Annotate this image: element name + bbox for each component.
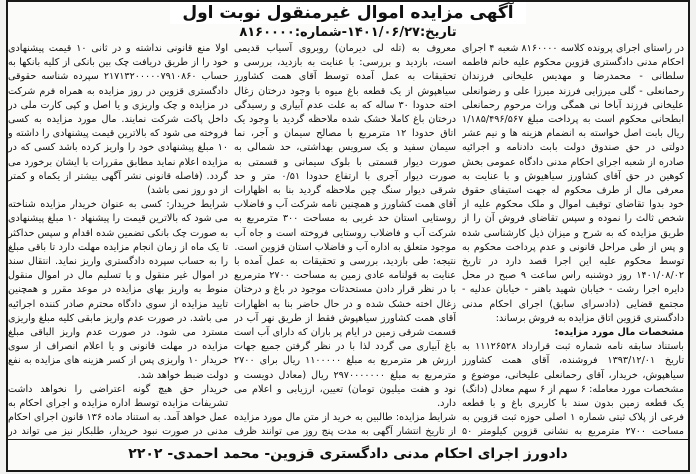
paragraph-closing: خریدار حق هیچ گونه اعتراضی را نخواهد داشت تشریفات مزایده توسط اداره مزایده و اجرای احکام به عمل خواهد آمد. به استناد ماده ۱۳۶ قانون اجرای احکام مدنی در صورت نبود خریدار، طلبکار نیز می تواند در bbox=[8, 383, 228, 438]
ad-sheet bbox=[6, 0, 690, 472]
paragraph-result: نتیجه: طی بازدید، بررسی و تحقیقات به عمل آمده با عنایت به قولنامه عادی زمین به مساحت ۲۷۰۰ مترمربع با در نظر قرار دادن مستحدثات موجود در باغ و درختان زغال اخته خشک شده و در حال حاضر بنا به اظهارات آقای همت کشاورز سیاهپوش فقط از طریق نهر آب در قسمت شرقی زمین در ایام پر باران که دارای آب است باغ آبیاری می گردد لذا با در نظر گرفتن جمیع جهات ارزش هر مترمربع به مبلغ ۱۱۰۰۰۰۰ ریال برای ۲۷۰۰ مترمربع به مبلغ ۲۹۷۰۰۰۰۰۰۰ ریال (معادل دویست و نود و هفت میلیون تومان) تعیین، ارزیابی و اعلام می دارد. bbox=[234, 256, 456, 410]
signature-line: دادورز اجرای احکام مدنی دادگستری قزوین- محمد احمدی- ۲۲۰۲ bbox=[8, 439, 688, 468]
text-columns bbox=[8, 42, 684, 438]
ad-title-text: آگهی مزایده اموال غیرمنقول نوبت اول bbox=[170, 2, 525, 24]
paragraph-intro: در راستای اجرای پرونده کلاسه ۸۱۶۰۰۰۰ شعبه ۴ اجرای احکام مدنی دادگستری قزوین محکوم علیه خانم فاطمه سلطانی - محمدرضا و مهدیس علیخانی فرزندان رحمانعلی - گلی میرزایی فرزند میرزا علی و رضوانعلی علیخانی فرزند آباخا نی همگی وراث مرحوم رحمانعلی ابطحانی محکوم است به پرداخت مبلغ ۱/۱۸۵/۴۹۶/۵۶۷ ریال بابت اصل خواسته به انضمام هزینه ها و نیم عشر دولتی در حق صندوق دولت بابت دادنامه و اجرائیه صادره از شعبه اجرای احکام مدنی دادگاه عمومی بخش کوهین در حق آقای کشاورز سیاهیوش و با عنایت به معرفی مال از طرف محکوم له جهت استیفای حقوق خود بدوا تقاضای توقیف اموال و ملک محکوم علیه از شخص ثالث را نموده و سپس تقاضای فروش آن را از طریق مزایده که به شرح و میزان ذیل کارشناسی شده و پس از طی مراحل قانونی و عدم پرداخت محکوم به توسط محکوم علیه این اجرا قصد دارد در تاریخ ۱۴۰۱/۰۸/۰۲ روز دوشنبه راس ساعت ۹ صبح در محل دایره اجرا رشت - خیابان شهید باهنر - خیابان عدلیه - مجتمع قضایی (دادسرای سابق) اجرای احکام مدنی دادگستری قزوین اتاق مزایده به فروش برساند: bbox=[462, 43, 684, 324]
paragraph-inspection: معروف به (تله لی دیرمان) روبروی آسیاب قدیمی است، بازدید و بررسی: با عنایت به بازدید، بررسی و تحقیقات به عمل آمده توسط آقای همت کشاورز سیاهپوش از یک قطعه باغ میوه با وجود درختان زغال اخته حدودا ۳۰ ساله که به علت عدم آبیاری و رسیدگی درختان باغ کاملا خشک شده ملاحظه گردید با وجود یک اتاق حدودا ۱۲ مترمربع با مصالح سیمان و آجر، نما سیمان سفید و یک سرویس بهداشتی، حد شمالی به صورت دیوار قسمتی با بلوک سیمانی و قسمتی به صورت دیوار آجری با ارتفاع حدودا ۰/۵۱ متر و حد شرقی دیوار سنگ چین ملاحظه گردید بنا به اظهارات آقای همت کشاورز و همچنین نامه شرکت آب و فاضلاب روستایی استان حد غربی به مساحت ۳۰۰ مترمربع به شرکت آب و فاضلاب روستایی فروخته است و جاه آب موجود متعلق به اداره آب و فاضلاب استان قزوین است. bbox=[234, 43, 456, 253]
column-middle bbox=[234, 42, 456, 438]
paragraph-buyer-conditions: شرایط خریدار: کسی به عنوان خریدار مزایده شناخته می شود که بالاترین قیمت را پیشنهاد ۱۰ مبلغ پیشنهادی به صورت چک بانکی تضمین شده اقدام و سپس حداکثر تا یک ماه از زمان انجام مزایده مهلت دارد تا باقی مبلغ را به حساب سپرده دادگستری واریز نماید. انتقال سند در اموال غیر منقول و یا تسلیم مال در اموال منقول منوط به واریز بهای مزایده در موعد مقرر و همچنین تایید مزایده از سوی دادگاه محترم صادر کننده اجرائیه می باشد. در صورت عدم واریز مابقی کلیه مبلغ واریزی مسترد می شود. در صورت عدم واریز الباقی مبلغ مزایده در مهلت قانونی و یا اعلام انصراف از سوی خریدار ۱۰ واریزی پس از کسر هزینه های مزایده به نفع دولت ضبط خواهد شد. bbox=[8, 199, 228, 381]
date-number-line: تاریخ:۱۴۰۱/۰۶/۲۷-شماره:۸۱۶۰۰۰۰ bbox=[239, 25, 457, 40]
paragraph-deposit: اولا منع قانونی نداشته و در ثانی ۱۰ قیمت پیشنهادی خود را از طریق دریافت چک بین بانکی از کلیه بانکها به حساب ۲۱۷۱۳۲۰۰۰۰۰۷۹۱۰۸۶۰ سپرده شناسه حقوقی دادگستری قزوین در روز مزایده به همراه فرم شرکت در مزایده و چک واریزی و یا اصل و کپی کارت ملی در داخل پاکت شرکت نمایند. مال مورد مزایده به کسی فروخته می شود که بالاترین قیمت پیشنهادی را داشته و ۱۰ مبلغ پیشنهادی خود را واریز کرده باشد کسی که در مزایده اعلام نماید مطابق مقررات با ایشان برخورد می گردد. (فاصله قانونی نشر آگهی بیشتر از یکماه و کمتر از دو روز نمی باشد) bbox=[8, 43, 228, 197]
paragraph-property-specs: باستناد سابقه نامه شماره ثبت قرارداد ۱۱۱۲۶۵۲۸ به تاریخ ۱۳۹۳/۱۲/۰۱ فروشنده، آقای همت کشاورز سیاهپوش، خریدار، آقای رحمانعلی علیخانی، موضوع و مشخصات مورد معامله: ۶ سهم از ۶ سهم معادل (دانگ) یک قطعه زمین بدون سند با کاربری باغ و با قطعه فرعی از پلاک ثبتی شماره ۱ اصلی حوزه ثبت قزوین به مساحت ۲۷۰۰ مترمربع به نشانی قزوین کیلومتر ۵۰ bbox=[462, 341, 684, 438]
column-left bbox=[8, 42, 228, 438]
ad-title bbox=[8, 2, 688, 24]
paragraph-auction-conditions: شرایط مزایده: طالبین به خرید از متن مال مورد مزایده از تاریخ انتشار آگهی به مدت پنج روز می توانند ظرف bbox=[234, 412, 456, 438]
heading-property-specs: مشخصات مال مورد مزایده: bbox=[554, 327, 684, 339]
column-right bbox=[462, 42, 684, 438]
